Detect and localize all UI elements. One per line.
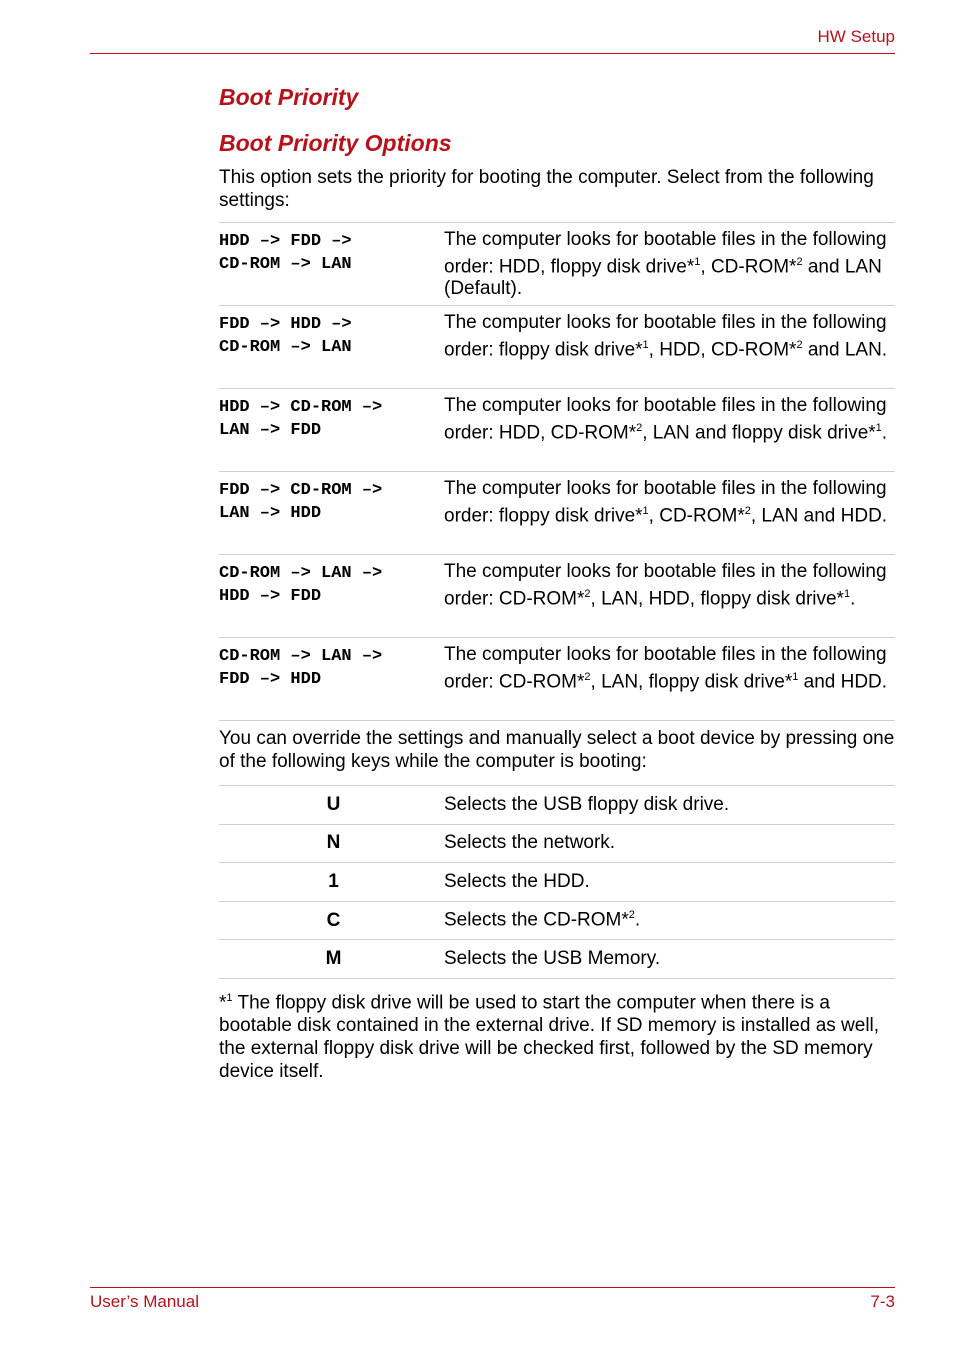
desc-text: , LAN, HDD, floppy disk drive* xyxy=(590,588,844,610)
intro-paragraph: This option sets the priority for booting the computer. Select from the following settings: xyxy=(219,167,874,211)
table-row xyxy=(219,472,895,555)
sequence-line: CD-ROM –> LAN –> xyxy=(219,647,383,666)
boot-description xyxy=(444,561,895,637)
footnote-number: 1 xyxy=(226,991,233,1004)
page-content xyxy=(219,82,895,1083)
section-header: HW Setup xyxy=(817,27,895,46)
boot-key: U xyxy=(326,793,341,815)
key-description xyxy=(444,832,895,854)
footnote-ref: 1 xyxy=(792,671,799,683)
boot-key: N xyxy=(326,832,341,854)
override-paragraph: You can override the settings and manually select a boot device by pressing one of the following keys while the computer is booting: xyxy=(219,728,895,772)
boot-sequence xyxy=(219,561,444,637)
table-row xyxy=(219,389,895,472)
sequence-line: CD-ROM –> LAN –> xyxy=(219,564,383,583)
desc-text: . xyxy=(634,909,641,931)
desc-text: The computer looks for bootable files in the following order: floppy disk drive* xyxy=(444,478,887,527)
sequence-line: LAN –> FDD xyxy=(219,421,322,440)
footnote-ref: 2 xyxy=(744,505,751,517)
boot-sequence xyxy=(219,395,444,471)
table-row xyxy=(219,940,895,979)
footnote-ref: 1 xyxy=(875,422,882,434)
desc-text: and LAN (Default). xyxy=(444,256,882,300)
key-description xyxy=(444,909,895,931)
footnote-ref: 2 xyxy=(628,909,635,922)
section-subtitle: Boot Priority Options xyxy=(219,130,452,156)
footnote-ref: 2 xyxy=(584,671,591,683)
sequence-line: LAN –> HDD xyxy=(219,504,322,523)
boot-description xyxy=(444,312,895,388)
key-description xyxy=(444,948,895,970)
boot-sequence xyxy=(219,478,444,554)
boot-description xyxy=(444,229,895,305)
table-row xyxy=(219,863,895,902)
desc-text: . xyxy=(850,588,856,610)
table-row xyxy=(219,902,895,941)
desc-text: Selects the CD-ROM* xyxy=(444,909,629,931)
boot-sequence xyxy=(219,312,444,388)
sequence-line: HDD –> FDD –> xyxy=(219,232,352,251)
footnote-ref: 2 xyxy=(796,256,803,268)
desc-text: The computer looks for bootable files in the following order: HDD, floppy disk drive* xyxy=(444,229,887,278)
desc-text: Selects the USB floppy disk drive. xyxy=(444,793,730,815)
boot-sequence xyxy=(219,229,444,305)
sequence-line: CD-ROM –> LAN xyxy=(219,338,352,357)
footer-divider xyxy=(90,1287,895,1288)
page-number: 7-3 xyxy=(870,1292,895,1311)
footnote-marker: * xyxy=(219,992,227,1014)
boot-keys-table xyxy=(219,785,895,979)
footnote-ref: 2 xyxy=(796,339,803,351)
desc-text: , LAN, floppy disk drive* xyxy=(590,671,793,693)
boot-description xyxy=(444,478,895,554)
desc-text: . xyxy=(881,422,888,444)
table-row xyxy=(219,223,895,306)
footnote-ref: 2 xyxy=(584,588,591,600)
boot-options-table xyxy=(219,222,895,721)
key-description xyxy=(444,871,895,893)
page-title: Boot Priority xyxy=(219,84,359,110)
desc-text: Selects the network. xyxy=(444,832,616,854)
table-row xyxy=(219,306,895,389)
desc-text: Selects the HDD. xyxy=(444,870,590,892)
desc-text: , HDD, CD-ROM* xyxy=(648,339,797,361)
desc-text: , LAN and HDD. xyxy=(750,505,888,527)
sequence-line: FDD –> HDD xyxy=(219,670,322,689)
desc-text: The computer looks for bootable files in the following order: CD-ROM* xyxy=(444,644,887,693)
boot-description xyxy=(444,395,895,471)
boot-key: 1 xyxy=(328,870,339,892)
sequence-line: HDD –> CD-ROM –> xyxy=(219,398,383,417)
boot-key: M xyxy=(325,948,342,970)
footnote-ref: 1 xyxy=(642,505,649,517)
desc-text: and LAN. xyxy=(802,339,888,361)
table-row xyxy=(219,638,895,721)
footnote-ref: 1 xyxy=(694,256,701,268)
sequence-line: CD-ROM –> LAN xyxy=(219,255,352,274)
boot-description xyxy=(444,644,895,720)
sequence-line: FDD –> CD-ROM –> xyxy=(219,481,383,500)
desc-text: and HDD. xyxy=(798,671,888,693)
table-row xyxy=(219,786,895,825)
desc-text: , LAN and floppy disk drive* xyxy=(642,422,876,444)
footnote-ref: 2 xyxy=(636,422,643,434)
table-row xyxy=(219,555,895,638)
desc-text: The computer looks for bootable files in the following order: CD-ROM* xyxy=(444,561,887,610)
sequence-line: HDD –> FDD xyxy=(219,587,322,606)
sequence-line: FDD –> HDD –> xyxy=(219,315,352,334)
boot-sequence xyxy=(219,644,444,720)
footnote-ref: 1 xyxy=(843,588,851,600)
desc-text: The computer looks for bootable files in the following order: HDD, CD-ROM* xyxy=(444,395,887,444)
desc-text: Selects the USB Memory. xyxy=(444,948,661,970)
footnote-text: The floppy disk drive will be used to start the computer when there is a bootable disk contained in the external drive. If SD memory is installed as well, the external floppy disk drive will be checked first, followed by the SD memory device itself. xyxy=(219,992,880,1083)
footnote-ref: 1 xyxy=(642,339,649,351)
header-divider xyxy=(90,53,895,54)
footnote xyxy=(219,987,895,1083)
desc-text: The computer looks for bootable files in the following order: floppy disk drive* xyxy=(444,312,887,361)
manual-name: User’s Manual xyxy=(90,1292,199,1311)
key-description xyxy=(444,794,895,816)
table-row xyxy=(219,825,895,864)
boot-key: C xyxy=(326,909,341,931)
desc-text: , CD-ROM* xyxy=(700,256,797,278)
desc-text: , CD-ROM* xyxy=(648,505,745,527)
